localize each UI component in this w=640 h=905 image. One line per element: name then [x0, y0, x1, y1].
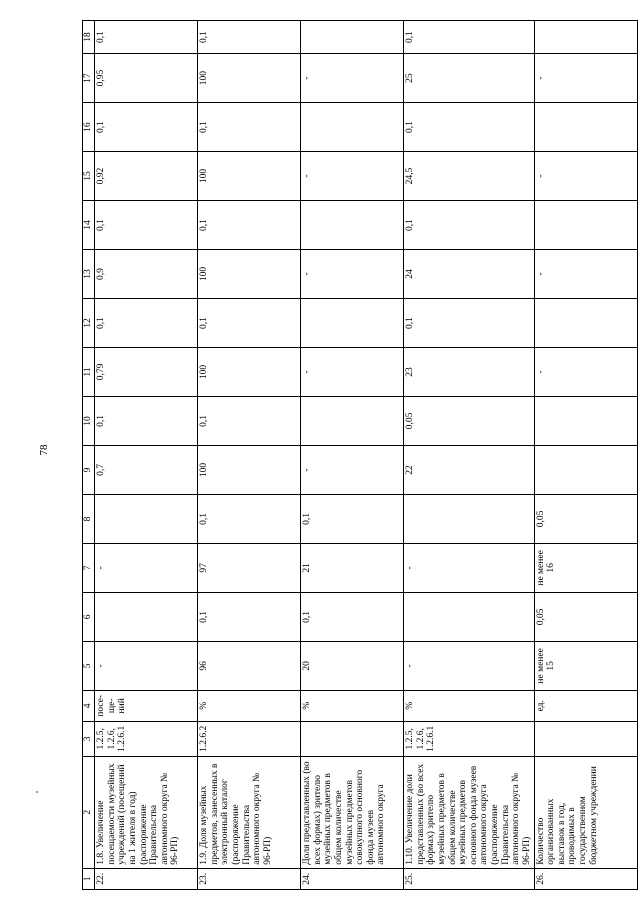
- value-cell: -: [301, 54, 404, 103]
- indicator-name-cell: Доля представленных (во всех формах) зрителю музейных предметов в общем количестве музейных предметов совокупного основного фонда музеев автономного округа: [301, 756, 404, 868]
- value-cell: [301, 103, 404, 152]
- value-cell: -: [301, 347, 404, 396]
- column-number: 2: [83, 756, 95, 868]
- scan-speck: [36, 791, 38, 793]
- value-cell: [534, 396, 637, 445]
- value-cell: 0,1: [404, 299, 535, 348]
- column-number: 8: [83, 494, 95, 543]
- value-cell: [404, 592, 535, 641]
- value-cell: [534, 299, 637, 348]
- table-row: [534, 21, 637, 890]
- column-number: 3: [83, 721, 95, 756]
- column-number: 13: [83, 250, 95, 299]
- value-cell: 100: [198, 445, 301, 494]
- value-cell: 0,7: [95, 445, 198, 494]
- measure-code-cell: 1.2.5, 1.2.6, 1.2.6.1: [404, 721, 535, 756]
- value-cell: 0,1: [404, 21, 535, 54]
- indicator-name-cell: 1.8. Увеличение посещаемости музейных учреждений (посещений на 1 жителя в год) (распоряжение Правительства автономного округа № 96-РП): [95, 756, 198, 868]
- value-cell: -: [301, 445, 404, 494]
- value-cell: -: [301, 250, 404, 299]
- value-cell: 0,1: [95, 21, 198, 54]
- value-cell: [534, 445, 637, 494]
- value-cell: [534, 201, 637, 250]
- value-cell: [95, 494, 198, 543]
- value-cell: -: [301, 152, 404, 201]
- value-cell: 0,95: [95, 54, 198, 103]
- unit-cell: посе-ще-ний: [95, 690, 198, 721]
- indicator-name-cell: 1.10. Увеличение доли представленных (во всех формах) зрителю музейных предметов в общем количестве музейных предметов основного фонда музеев автономного округа (распоряжение Правительства автономного округа № 96-РП): [404, 756, 535, 868]
- value-cell: 0,05: [534, 592, 637, 641]
- value-cell: 0,92: [95, 152, 198, 201]
- value-cell: 0,1: [95, 299, 198, 348]
- column-number: 7: [83, 543, 95, 592]
- column-number: 4: [83, 690, 95, 721]
- value-cell: -: [534, 152, 637, 201]
- row-number-cell: 25.: [404, 868, 535, 889]
- column-number: 15: [83, 152, 95, 201]
- measure-code-cell: 1.2.6.2: [198, 721, 301, 756]
- table-row: [301, 21, 404, 890]
- value-cell: -: [404, 543, 535, 592]
- measure-code-cell: 1.2.5, 1.2.6, 1.2.6.1: [95, 721, 198, 756]
- value-cell: не менее 15: [534, 641, 637, 690]
- value-cell: 100: [198, 152, 301, 201]
- column-number: 16: [83, 103, 95, 152]
- value-cell: -: [95, 543, 198, 592]
- value-cell: 100: [198, 250, 301, 299]
- value-cell: 0,1: [404, 201, 535, 250]
- column-number: 11: [83, 347, 95, 396]
- value-cell: [95, 592, 198, 641]
- value-cell: 24: [404, 250, 535, 299]
- value-cell: 0,05: [534, 494, 637, 543]
- value-cell: [301, 299, 404, 348]
- indicator-name-cell: 1.9. Доля музейных предметов, занесенных в электронный каталог (распоряжение Правительства автономного округа № 96-РП): [198, 756, 301, 868]
- unit-cell: %: [198, 690, 301, 721]
- value-cell: 0,1: [198, 494, 301, 543]
- value-cell: 0,1: [95, 396, 198, 445]
- column-number: 18: [83, 21, 95, 54]
- value-cell: -: [534, 54, 637, 103]
- value-cell: 0,1: [301, 592, 404, 641]
- indicators-table: [82, 20, 638, 890]
- table-row: [198, 21, 301, 890]
- value-cell: 0,79: [95, 347, 198, 396]
- page-number: 78: [38, 444, 50, 456]
- row-number-cell: 23.: [198, 868, 301, 889]
- value-cell: 23: [404, 347, 535, 396]
- column-number-row: [83, 21, 95, 890]
- unit-cell: %: [301, 690, 404, 721]
- value-cell: 96: [198, 641, 301, 690]
- table-row: [95, 21, 198, 890]
- value-cell: 0,9: [95, 250, 198, 299]
- row-number-cell: 22.: [95, 868, 198, 889]
- indicator-name-cell: Количество организованных выставок в год, проводимых в государственном бюджетном учреждении: [534, 756, 637, 868]
- value-cell: 0,1: [95, 201, 198, 250]
- value-cell: -: [404, 641, 535, 690]
- unit-cell: %: [404, 690, 535, 721]
- value-cell: 0,1: [198, 396, 301, 445]
- unit-cell: ед.: [534, 690, 637, 721]
- value-cell: 0,1: [198, 299, 301, 348]
- value-cell: 24,5: [404, 152, 535, 201]
- value-cell: 25: [404, 54, 535, 103]
- column-number: 6: [83, 592, 95, 641]
- value-cell: 0,1: [198, 103, 301, 152]
- value-cell: 0,1: [95, 103, 198, 152]
- column-number: 1: [83, 868, 95, 889]
- value-cell: [534, 103, 637, 152]
- value-cell: -: [534, 347, 637, 396]
- measure-code-cell: [301, 721, 404, 756]
- value-cell: [534, 21, 637, 54]
- row-number-cell: 24.: [301, 868, 404, 889]
- column-number: 9: [83, 445, 95, 494]
- column-number: 12: [83, 299, 95, 348]
- value-cell: 0,05: [404, 396, 535, 445]
- column-number: 10: [83, 396, 95, 445]
- value-cell: 97: [198, 543, 301, 592]
- value-cell: 20: [301, 641, 404, 690]
- value-cell: -: [534, 250, 637, 299]
- value-cell: [301, 201, 404, 250]
- column-number: 14: [83, 201, 95, 250]
- value-cell: 22: [404, 445, 535, 494]
- value-cell: не менее 16: [534, 543, 637, 592]
- rotated-table-container: [82, 20, 612, 890]
- value-cell: 0,1: [404, 103, 535, 152]
- value-cell: [301, 396, 404, 445]
- value-cell: 100: [198, 54, 301, 103]
- value-cell: 0,1: [198, 201, 301, 250]
- column-number: 5: [83, 641, 95, 690]
- value-cell: -: [95, 641, 198, 690]
- measure-code-cell: [534, 721, 637, 756]
- value-cell: 0,1: [301, 494, 404, 543]
- value-cell: 0,1: [198, 592, 301, 641]
- value-cell: [301, 21, 404, 54]
- column-number: 17: [83, 54, 95, 103]
- value-cell: 21: [301, 543, 404, 592]
- value-cell: 0,1: [198, 21, 301, 54]
- value-cell: [404, 494, 535, 543]
- value-cell: 100: [198, 347, 301, 396]
- row-number-cell: 26.: [534, 868, 637, 889]
- table-row: [404, 21, 535, 890]
